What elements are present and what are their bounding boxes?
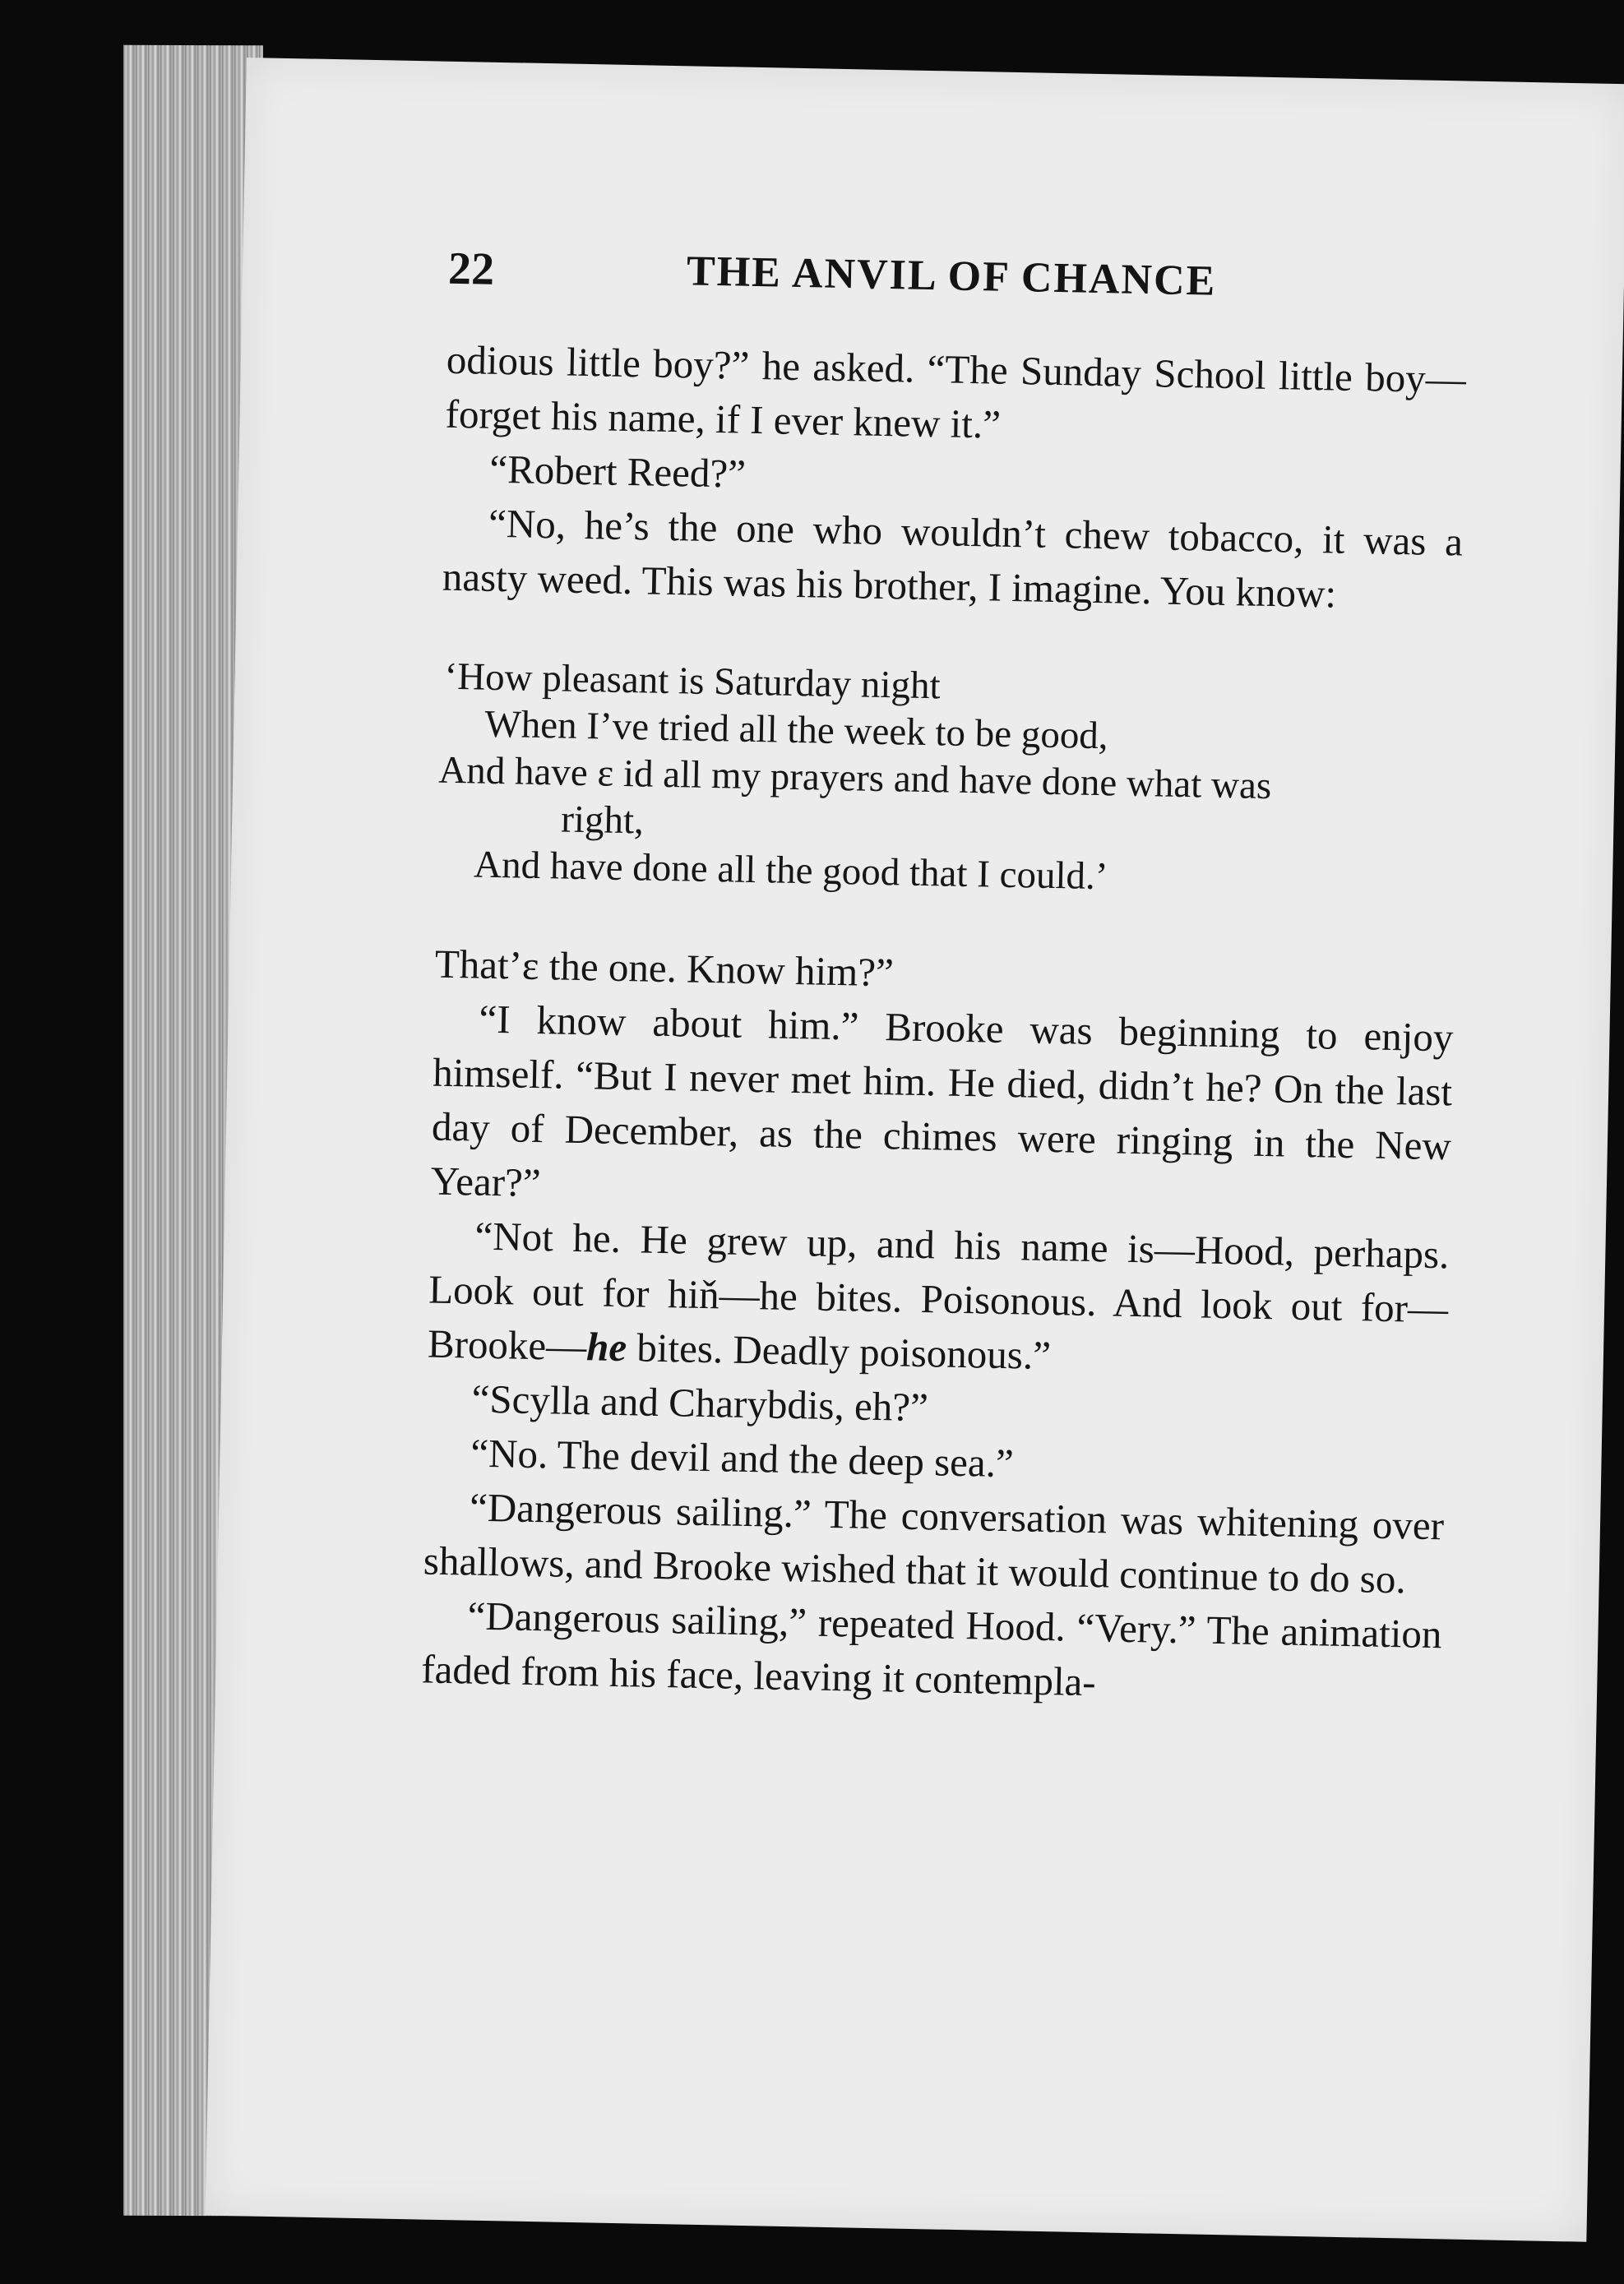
paragraph: “Dangerous sailing.” The conversation was whitening over shallows, and Brooke wished that it would continue to do so. <box>423 1484 1445 1602</box>
page-header <box>447 243 1517 337</box>
poem-line: ‘How pleasant is Saturday night <box>444 654 942 708</box>
paragraph: odious little boy?” he asked. “The Sunday School little boy—forget his name, if I ever knew it.” <box>445 336 1467 447</box>
paragraph <box>427 1209 1450 1391</box>
poem-line: And have done all the good that I could.’ <box>473 843 1108 899</box>
paragraph: That’ɛ the one. Know him?” <box>434 941 895 996</box>
paragraph: “No. The devil and the deep sea.” <box>470 1430 1015 1486</box>
poem-line: right, <box>560 798 645 843</box>
paragraph-text: “Not he. He grew up, and his name is—Hood, perhaps. Look out for hiň—he bites. Poisonous. And look out for—Brooke— <box>427 1213 1450 1370</box>
paragraph: “Dangerous sailing,” repeated Hood. “Very.” The animation faded from his face, leaving it contempla- <box>420 1593 1442 1705</box>
paragraph-text: bites. Deadly poisonous.” <box>626 1325 1052 1379</box>
emphasis-text: he <box>585 1324 627 1371</box>
paragraph: “No, he’s the one who wouldn’t chew tobacco, it was a nasty weed. This was his brother, I imagine. You know: <box>442 500 1464 617</box>
running-title: THE ANVIL OF CHANCE <box>686 247 1217 305</box>
body-text <box>421 333 1467 1716</box>
page-number: 22 <box>447 243 495 295</box>
paragraph: “I know about him.” Brooke was beginning to enjoy himself. “But I never met him. He died, didn’t he? On the last day of December, as the chimes were ringing in the New Year?” <box>430 996 1454 1206</box>
paragraph: “Robert Reed?” <box>488 446 747 497</box>
poem-line: When I’ve tried all the week to be good, <box>483 702 1109 758</box>
book-page <box>206 58 1624 2242</box>
paragraph: “Scylla and Charybdis, eh?” <box>471 1375 929 1431</box>
poem-line: And have ɛ id all my prayers and have done what was <box>437 748 1272 808</box>
poem-quote <box>437 654 1460 908</box>
